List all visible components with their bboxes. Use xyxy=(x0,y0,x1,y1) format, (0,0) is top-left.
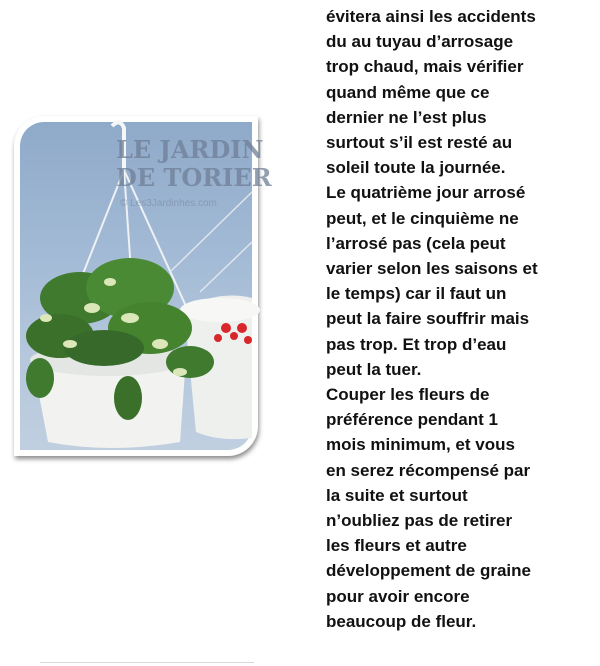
watermark-line-1: LE JARDIN xyxy=(116,135,264,164)
text-line: surtout s’il est resté au xyxy=(326,133,513,153)
text-line: peut, et le cinquième ne xyxy=(326,208,519,228)
text-line: Le quatrième jour arrosé xyxy=(326,183,526,203)
text-line: peut la faire souffrir mais xyxy=(326,309,530,329)
text-line: développement de graine xyxy=(326,561,531,581)
text-line: le temps) car il faut un xyxy=(326,284,507,304)
text-line: évitera ainsi les accidents xyxy=(326,7,536,26)
text-line: la suite et surtout xyxy=(326,485,468,505)
text-line: trop chaud, mais vérifier xyxy=(326,57,524,77)
text-line: Couper les fleurs de xyxy=(326,385,490,405)
text-line: pas trop. Et trop d’eau xyxy=(326,334,507,354)
text-line: soleil toute la journée. xyxy=(326,158,506,178)
text-line: mois minimum, et vous xyxy=(326,435,515,455)
text-line: les fleurs et autre xyxy=(326,536,467,556)
plant-photo-frame xyxy=(14,116,272,456)
text-line: varier selon les saisons et xyxy=(326,259,538,279)
text-line: beaucoup de fleur. xyxy=(326,611,477,631)
text-line: dernier ne l’est plus xyxy=(326,107,487,127)
watermark-line-2: DE TORIER xyxy=(116,163,272,192)
bottom-divider xyxy=(40,662,254,663)
text-line: préférence pendant 1 xyxy=(326,410,498,430)
text-line: du au tuyau d’arrosage xyxy=(326,32,514,52)
text-line: en serez récompensé par xyxy=(326,460,531,480)
article-body xyxy=(326,4,588,634)
text-line: quand même que ce xyxy=(326,82,490,102)
hanging-plant-illustration xyxy=(20,122,272,450)
text-line: pour avoir encore xyxy=(326,586,470,606)
plant-photo xyxy=(20,122,272,450)
text-line: peut la tuer. xyxy=(326,359,422,379)
text-line: l’arrosé pas (cela peut xyxy=(326,233,506,253)
text-line: n’oubliez pas de retirer xyxy=(326,511,513,531)
watermark-line-3: © Les3Jardinhes.com xyxy=(120,198,217,209)
